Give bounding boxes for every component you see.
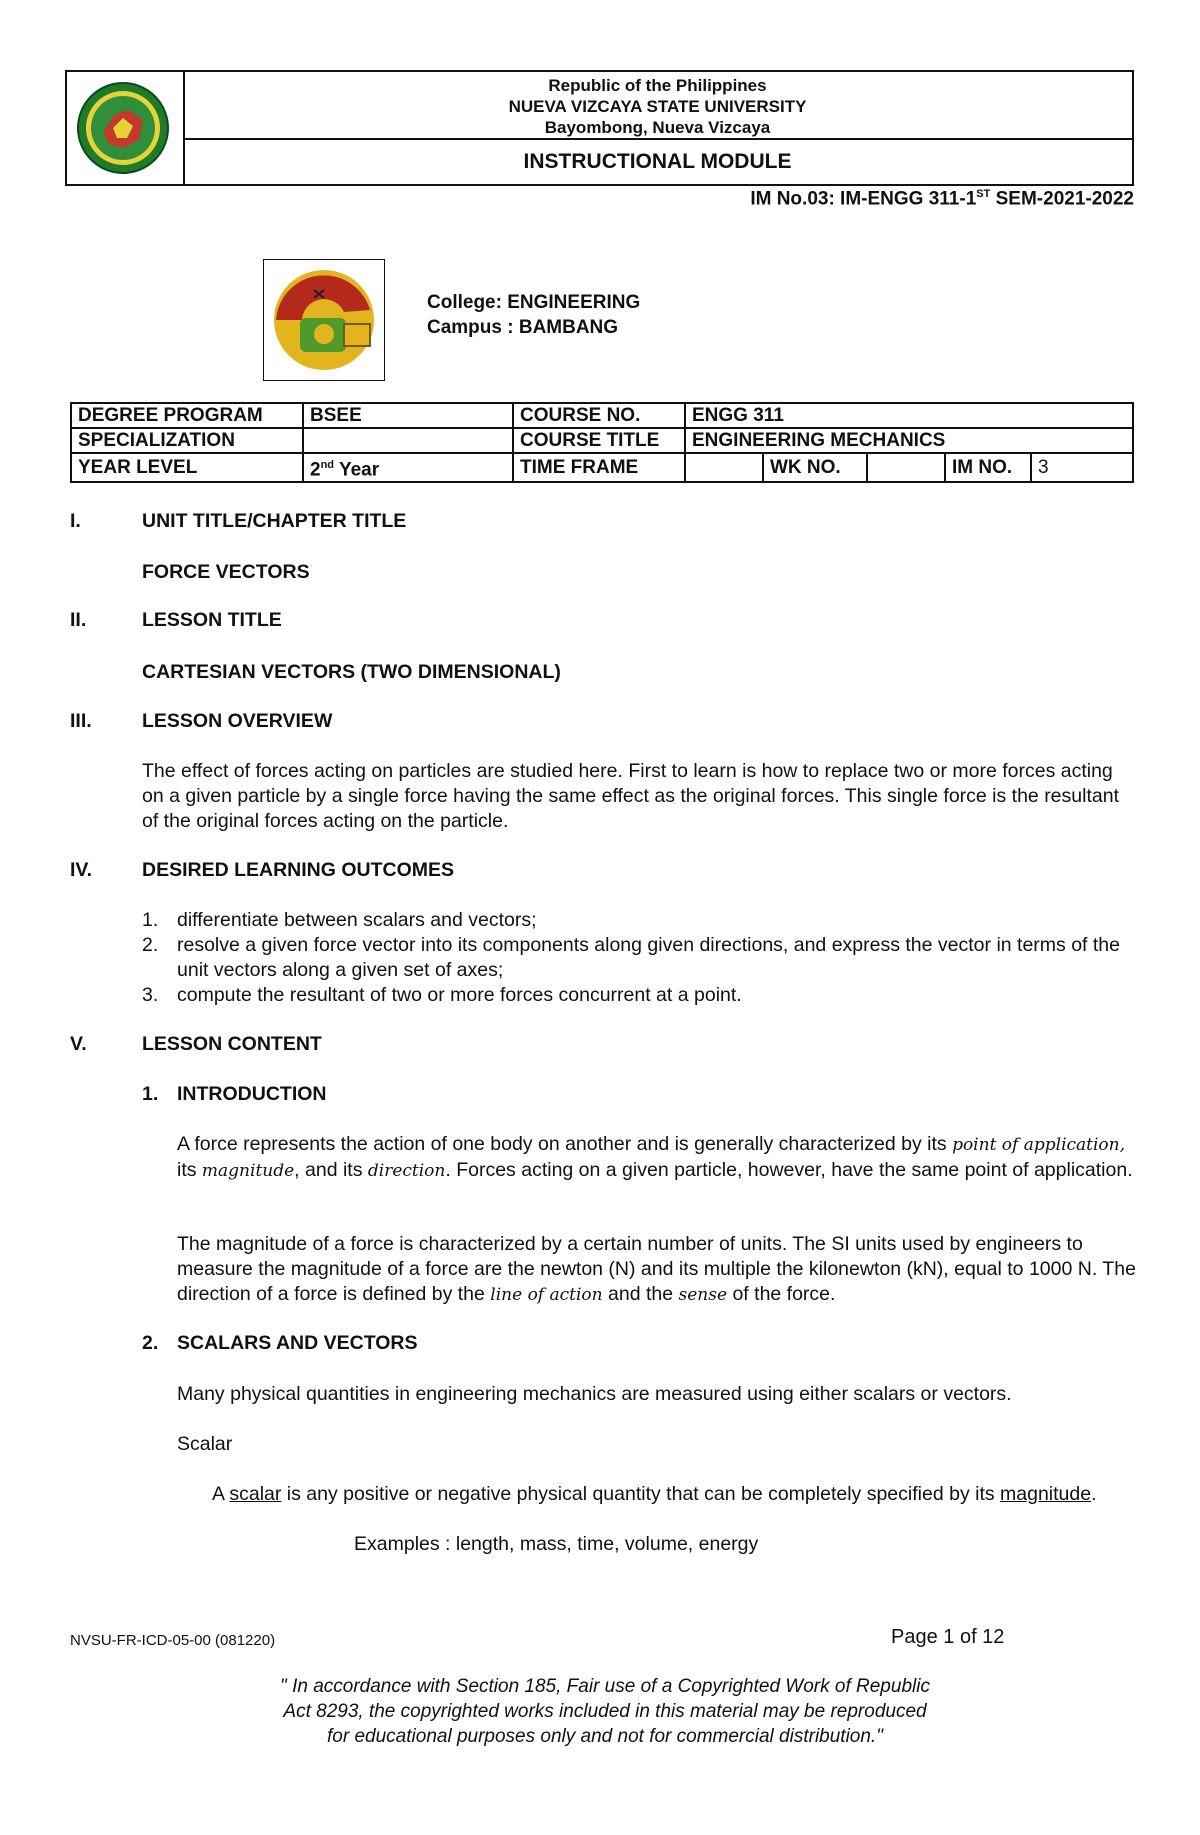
list-item-text: differentiate between scalars and vectors; <box>177 909 537 931</box>
header-republic: Republic of the Philippines <box>548 76 767 95</box>
intro-text: , and its <box>294 1159 368 1181</box>
intro-text: of the force. <box>727 1283 836 1305</box>
scalar-text: A <box>212 1483 230 1505</box>
module-title: INSTRUCTIONAL MODULE <box>523 150 792 173</box>
subsection-heading: SCALARS AND VECTORS <box>177 1332 418 1354</box>
header-address-cell <box>183 72 1132 140</box>
course-no-value: ENGG 311 <box>685 403 1133 428</box>
line-of-action-term: line of action <box>490 1285 603 1305</box>
section-heading: LESSON TITLE <box>142 609 282 631</box>
course-title-value: ENGINEERING MECHANICS <box>685 428 1133 453</box>
scalars-vectors-intro: Many physical quantities in engineering mechanics are measured using either scalars or vectors. <box>177 1383 1012 1405</box>
list-item-number: 2. <box>142 934 159 956</box>
section-number: I. <box>70 510 81 532</box>
header-location: Bayombong, Nueva Vizcaya <box>544 118 771 137</box>
intro-text: and the <box>602 1283 679 1305</box>
scalar-definition <box>177 1482 1137 1507</box>
course-no-label: COURSE NO. <box>513 403 685 428</box>
im-number <box>750 188 1134 210</box>
sense-term: sense <box>678 1285 728 1305</box>
disclaimer-line: for educational purposes only and not for commercial distribution." <box>327 1726 883 1747</box>
point-of-application-term: point of application, <box>952 1135 1126 1155</box>
list-item-text: resolve a given force vector into its components along given directions, and express the vector in terms of the unit vectors along a given set of axes; <box>177 934 1120 981</box>
page-number: Page 1 of 12 <box>891 1626 1005 1648</box>
table-row <box>71 453 1133 482</box>
im-number-prefix: IM No.03: IM-ENGG 311-1 <box>750 188 977 210</box>
copyright-disclaimer <box>200 1674 1010 1749</box>
intro-text: its <box>177 1159 202 1181</box>
header-university: NUEVA VIZCAYA STATE UNIVERSITY <box>508 97 807 116</box>
section-number: IV. <box>70 859 93 881</box>
intro-text: A force represents the action of one body on another and is generally characterized by its <box>177 1133 953 1155</box>
list-item <box>142 983 1134 1008</box>
list-item <box>142 908 1134 933</box>
course-title-label: COURSE TITLE <box>513 428 685 453</box>
university-logo-cell <box>67 72 185 184</box>
subsection-introduction <box>142 1083 327 1106</box>
engineering-gear-icon <box>264 260 383 379</box>
intro-paragraph-2 <box>177 1232 1137 1308</box>
lesson-overview-text: The effect of forces acting on particles are studied here. First to learn is how to replace two or more forces acting on a given particle by a single force having the same effect as the original forces. This single force is the resultant of the original forces acting on the particle. <box>142 760 1119 832</box>
section-heading: DESIRED LEARNING OUTCOMES <box>142 859 455 881</box>
im-no-label: IM NO. <box>945 453 1031 482</box>
section-heading: LESSON CONTENT <box>142 1033 322 1055</box>
subsection-number: 1. <box>142 1083 159 1105</box>
scalar-heading: Scalar <box>177 1433 233 1455</box>
section-heading: LESSON OVERVIEW <box>142 710 333 732</box>
intro-text: . Forces acting on a given particle, however, have the same point of application. <box>445 1159 1133 1181</box>
wk-no-label: WK NO. <box>763 453 867 482</box>
form-code: NVSU-FR-ICD-05-00 (081220) <box>70 1632 276 1649</box>
university-seal-icon <box>67 72 179 184</box>
direction-term: direction <box>367 1161 446 1181</box>
scalar-term: scalar <box>229 1483 282 1505</box>
disclaimer-line: " In accordance with Section 185, Fair use of a Copyrighted Work of Republic <box>280 1676 930 1697</box>
table-row <box>71 428 1133 453</box>
college-logo <box>263 259 385 381</box>
year-level-value <box>303 453 513 482</box>
subsection-heading: INTRODUCTION <box>177 1083 327 1105</box>
section-number: III. <box>70 710 92 732</box>
year-level-word: Year <box>334 459 380 481</box>
magnitude-term: magnitude <box>201 1161 295 1181</box>
scalar-text: . <box>1091 1483 1097 1505</box>
specialization-value <box>303 428 513 453</box>
intro-paragraph-1 <box>177 1132 1137 1184</box>
intro-text: The magnitude of a force is characterized by a certain number of units. The SI units used by engineers to measure the magnitude of a force are the newton (N) and its multiple the kilonewton (kN), equal to 1000 N. The direction of a force is defined by the <box>177 1233 1136 1305</box>
list-item <box>142 933 1134 983</box>
im-no-value: 3 <box>1031 453 1133 482</box>
section-number: V. <box>70 1033 87 1055</box>
im-number-suffix: SEM-2021-2022 <box>990 188 1134 210</box>
document-header <box>65 70 1134 186</box>
degree-program-label: DEGREE PROGRAM <box>71 403 303 428</box>
time-frame-value <box>685 453 763 482</box>
year-level-sup: nd <box>320 459 335 471</box>
table-row <box>71 403 1133 428</box>
subsection-scalars-vectors <box>142 1332 418 1355</box>
magnitude-underlined-term: magnitude <box>1000 1483 1092 1505</box>
degree-program-value: BSEE <box>303 403 513 428</box>
college-line: College: ENGINEERING <box>427 292 641 313</box>
college-info <box>427 290 640 340</box>
wk-no-value <box>867 453 945 482</box>
disclaimer-line: Act 8293, the copyrighted works included in this material may be reproduced <box>283 1701 927 1722</box>
lesson-title-content: CARTESIAN VECTORS (TWO DIMENSIONAL) <box>142 661 561 683</box>
list-item-number: 1. <box>142 909 159 931</box>
subsection-number: 2. <box>142 1332 159 1354</box>
learning-outcomes-list <box>142 908 1134 1008</box>
campus-line: Campus : BAMBANG <box>427 317 619 338</box>
list-item-text: compute the resultant of two or more forces concurrent at a point. <box>177 984 742 1006</box>
course-info-table <box>70 402 1134 483</box>
unit-title-content: FORCE VECTORS <box>142 561 310 583</box>
time-frame-label: TIME FRAME <box>513 453 685 482</box>
section-heading: UNIT TITLE/CHAPTER TITLE <box>142 510 407 532</box>
list-item-number: 3. <box>142 984 159 1006</box>
scalar-examples: Examples : length, mass, time, volume, energy <box>354 1533 759 1555</box>
year-level-num: 2 <box>310 459 321 481</box>
year-level-label: YEAR LEVEL <box>71 453 303 482</box>
scalar-text: is any positive or negative physical quantity that can be completely specified by its <box>281 1483 1001 1505</box>
im-number-sup: ST <box>976 188 991 200</box>
section-number: II. <box>70 609 87 631</box>
specialization-label: SPECIALIZATION <box>71 428 303 453</box>
